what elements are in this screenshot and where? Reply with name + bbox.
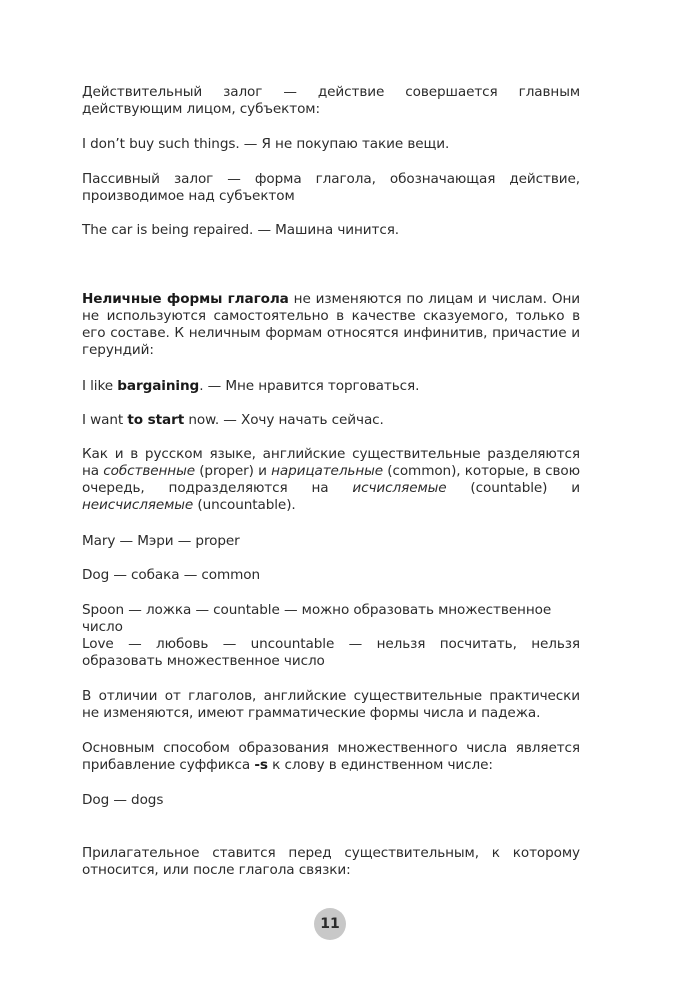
term-uncountable: неисчисляемые — [82, 497, 194, 513]
page-number-badge — [314, 908, 346, 940]
example-countable: Spoon — ложка — countable — можно образовать множественное число — [82, 602, 552, 635]
suffix-s: -s — [254, 757, 268, 773]
paragraph-noun-types — [82, 446, 580, 514]
term-nonfinite-forms: Неличные формы глагола — [82, 291, 289, 307]
plural-formation-pre: Основным способом образования множественного числа является прибавление суффикса — [82, 740, 580, 773]
example-infinitive-post: now. — Хочу начать сейчас. — [184, 412, 384, 428]
paragraph-noun-forms: В отличии от глаголов, английские существительные практически не изменяются, имеют грамматические формы числа и падежа. — [82, 688, 580, 721]
example-proper: Mary — Мэри — proper — [82, 533, 240, 549]
example-common: Dog — собака — common — [82, 567, 261, 583]
paragraph-nonfinite-forms — [82, 291, 580, 359]
noun-types-text-2: (proper) и — [194, 463, 272, 479]
example-gerund — [82, 378, 580, 395]
nonfinite-forms-text: не изменяются по лицам и числам. Они не используются самостоятельно в качестве сказуемого, только в его составе. К неличным формам относятся инфинитив, причастие и герундий: — [82, 291, 580, 358]
example-passive-voice: The car is being repaired. — Машина чинится. — [82, 222, 400, 238]
paragraph-plural-formation — [82, 740, 580, 774]
plural-formation-post: к слову в единственном числе: — [267, 757, 493, 773]
noun-types-text-4: (countable) и — [446, 480, 580, 496]
example-uncountable: Love — любовь — uncountable — нельзя посчитать, нельзя образовать множественное число — [82, 636, 580, 669]
paragraph-active-voice: Действительный залог — действие совершается главным действующим лицом, субъектом: — [82, 84, 580, 117]
term-countable: исчисляемые — [352, 480, 447, 496]
example-gerund-bold: bargaining — [117, 378, 200, 394]
noun-types-text-3: (common), которые, в свою очередь, подразделяются на — [82, 463, 580, 496]
example-gerund-pre: I like — [82, 378, 118, 394]
term-proper: собственные — [103, 463, 195, 479]
noun-types-text-1: Как и в русском языке, английские существительные разделяются на — [82, 446, 580, 479]
term-common: нарицательные — [271, 463, 384, 479]
example-infinitive-bold: to start — [127, 412, 185, 428]
example-gerund-post: . — Мне нравится торговаться. — [199, 378, 420, 394]
paragraph-passive-voice: Пассивный залог — форма глагола, обозначающая действие, производимое над субъектом — [82, 171, 580, 204]
example-active-voice: I don’t buy such things. — Я не покупаю такие вещи. — [82, 136, 450, 152]
page-number: 11 — [320, 916, 340, 932]
noun-types-text-5: (uncountable). — [193, 497, 296, 513]
example-plural: Dog — dogs — [82, 792, 164, 808]
example-infinitive-pre: I want — [82, 412, 128, 428]
paragraph-adjective-position: Прилагательное ставится перед существительным, к которому относится, или после глагола связки: — [82, 845, 580, 878]
example-infinitive — [82, 412, 580, 429]
